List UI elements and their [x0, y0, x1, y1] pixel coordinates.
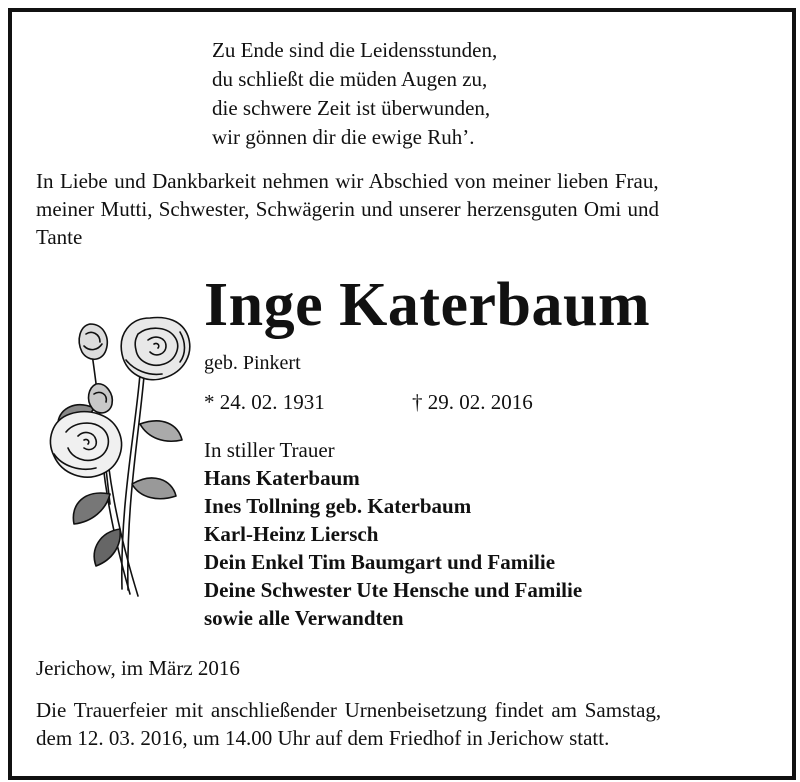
- mourner-name: sowie alle Verwandten: [204, 606, 404, 630]
- poem-line: wir gönnen dir die ewige Ruh’.: [212, 125, 475, 149]
- birth-date: * 24. 02. 1931: [204, 390, 325, 414]
- service-announcement: [36, 696, 772, 752]
- mourner-name: Ines Tollning geb. Katerbaum: [204, 494, 472, 518]
- memorial-poem: [212, 36, 497, 152]
- poem-line: du schließt die müden Augen zu,: [212, 67, 488, 91]
- intro-line: In Liebe und Dankbarkeit nehmen wir Abschied von meiner lieben Frau,: [36, 169, 659, 193]
- poem-line: Zu Ende sind die Leidensstunden,: [212, 38, 498, 62]
- intro-text: [36, 167, 772, 251]
- death-date: † 29. 02. 2016: [412, 390, 533, 414]
- service-line: Die Trauerfeier mit anschließender Urnenbeisetzung findet am Samstag,: [36, 698, 662, 722]
- obituary-frame: [8, 8, 796, 780]
- deceased-name: Inge Katerbaum: [204, 271, 651, 339]
- mourners-heading: In stiller Trauer: [204, 438, 335, 462]
- maiden-name: geb. Pinkert: [204, 352, 301, 374]
- intro-line: Tante: [36, 225, 83, 249]
- mourners-list: [204, 436, 582, 632]
- intro-line: meiner Mutti, Schwester, Schwägerin und unserer herzensguten Omi und: [36, 197, 659, 221]
- place-date: Jerichow, im März 2016: [36, 656, 240, 680]
- mourner-name: Dein Enkel Tim Baumgart und Familie: [204, 550, 556, 574]
- service-line: dem 12. 03. 2016, um 14.00 Uhr auf dem Friedhof in Jerichow statt.: [36, 726, 610, 750]
- roses-illustration-icon: [40, 304, 200, 604]
- mourner-name: Karl-Heinz Liersch: [204, 522, 379, 546]
- poem-line: die schwere Zeit ist überwunden,: [212, 96, 491, 120]
- mourner-name: Hans Katerbaum: [204, 466, 360, 490]
- mourner-name: Deine Schwester Ute Hensche und Familie: [204, 578, 583, 602]
